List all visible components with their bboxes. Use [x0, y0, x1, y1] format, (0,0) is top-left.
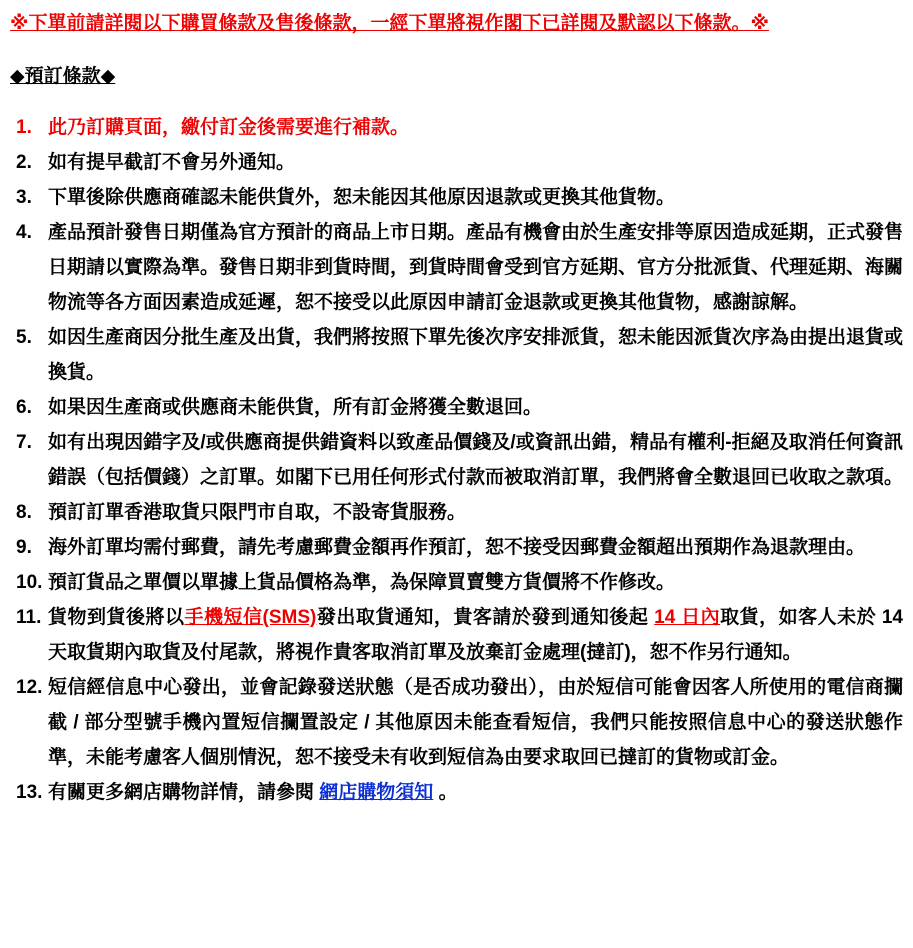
item-body: [48, 397, 542, 418]
item-text: 。: [433, 782, 458, 803]
terms-item: [8, 530, 903, 565]
item-body: [48, 607, 903, 663]
highlighted-text: 手機短信(SMS): [184, 607, 317, 628]
highlighted-text: 14 日內: [654, 607, 721, 628]
terms-item: [8, 775, 903, 810]
item-number: 6.: [16, 397, 32, 418]
terms-item: [8, 425, 903, 495]
terms-item: [8, 145, 903, 180]
item-text: 如有提早截訂不會另外通知。: [48, 152, 296, 173]
item-body: [48, 572, 675, 593]
item-number: 7.: [16, 432, 32, 453]
item-text: 此乃訂購頁面，繳付訂金後需要進行補款。: [48, 117, 410, 138]
item-text: 短信經信息中心發出，並會記錄發送狀態（是否成功發出），由於短信可能會因客人所使用的電信商攔截 / 部分型號手機內置短信攔置設定 / 其他原因未能查看短信，我們只能按照信息中心的發送狀態作準，未能考慮客人個別情況，恕不接受未有收到短信為由要求取回已撻訂的貨物或訂金。: [48, 677, 903, 768]
item-body: [48, 502, 466, 523]
item-number: 2.: [16, 152, 32, 173]
terms-item: [8, 110, 903, 145]
item-text: 有關更多網店購物詳情，請參閱: [48, 782, 320, 803]
item-body: [48, 187, 675, 208]
terms-item: [8, 390, 903, 425]
terms-item: [8, 670, 903, 775]
shop-notice-link[interactable]: 網店購物須知: [319, 782, 434, 803]
terms-item: [8, 600, 903, 670]
item-number: 1.: [16, 117, 32, 138]
item-text: 預訂貨品之單價以單據上貨品價格為準，為保障買賣雙方貨價將不作修改。: [48, 572, 676, 593]
item-number: 10.: [16, 572, 43, 593]
item-number: 13.: [16, 782, 43, 803]
terms-item: [8, 180, 903, 215]
item-text: 下單後除供應商確認未能供貨外，恕未能因其他原因退款或更換其他貨物。: [48, 187, 676, 208]
purchase-terms-header: ※下單前請詳閱以下購買條款及售後條款，一經下單將視作閣下已詳閱及默認以下條款。※: [10, 13, 769, 34]
terms-item: [8, 215, 903, 320]
terms-item: [8, 495, 903, 530]
item-body: [48, 677, 903, 768]
item-number: 5.: [16, 327, 32, 348]
terms-item: [8, 320, 903, 390]
item-number: 8.: [16, 502, 32, 523]
item-text: 預訂訂單香港取貨只限門市自取，不設寄貨服務。: [48, 502, 467, 523]
item-text: 貨物到貨後將以: [48, 607, 185, 628]
item-number: 3.: [16, 187, 32, 208]
item-body: [48, 432, 903, 488]
item-body: [48, 152, 295, 173]
item-number: 4.: [16, 222, 32, 243]
item-text: 產品預計發售日期僅為官方預計的商品上市日期。產品有機會由於生產安排等原因造成延期，正式發售日期請以實際為準。發售日期非到貨時間，到貨時間會受到官方延期、官方分批派貨、代理延期、海關物流等各方面因素造成延遲，恕不接受以此原因申請訂金退款或更換其他貨物，感謝諒解。: [48, 222, 904, 313]
item-body: [48, 327, 903, 383]
terms-list: [8, 110, 903, 810]
item-text: 發出取貨通知，貴客請於發到通知後起: [316, 607, 655, 628]
item-number: 9.: [16, 537, 32, 558]
item-text: 如有出現因錯字及/或供應商提供錯資料以致產品價錢及/或資訊出錯，精品有權利-拒絕及取消任何資訊錯誤（包括價錢）之訂單。如閣下已用任何形式付款而被取消訂單，我們將會全數退回已收取之款項。: [48, 432, 904, 488]
item-body: [48, 537, 865, 558]
item-text: 海外訂單均需付郵費，請先考慮郵費金額再作預訂，恕不接受因郵費金額超出預期作為退款理由。: [48, 537, 866, 558]
item-text: 如因生產商因分批生產及出貨，我們將按照下單先後次序安排派貨，恕未能因派貨次序為由提出退貨或換貨。: [48, 327, 904, 383]
item-text: 如果因生產商或供應商未能供貨，所有訂金將獲全數退回。: [48, 397, 543, 418]
item-body: [48, 782, 458, 803]
terms-item: [8, 565, 903, 600]
item-number: 12.: [16, 677, 43, 698]
preorder-terms-title: ◆預訂條款◆: [10, 66, 116, 87]
item-text: 取貨，如客人未於 14 天取貨期內取貨及付尾款，將視作貴客取消訂單及放棄訂金處理(撻訂)，恕不作另行通知。: [48, 607, 903, 663]
item-number: 11.: [16, 607, 42, 628]
item-body: [48, 222, 903, 313]
item-body: [48, 117, 409, 138]
